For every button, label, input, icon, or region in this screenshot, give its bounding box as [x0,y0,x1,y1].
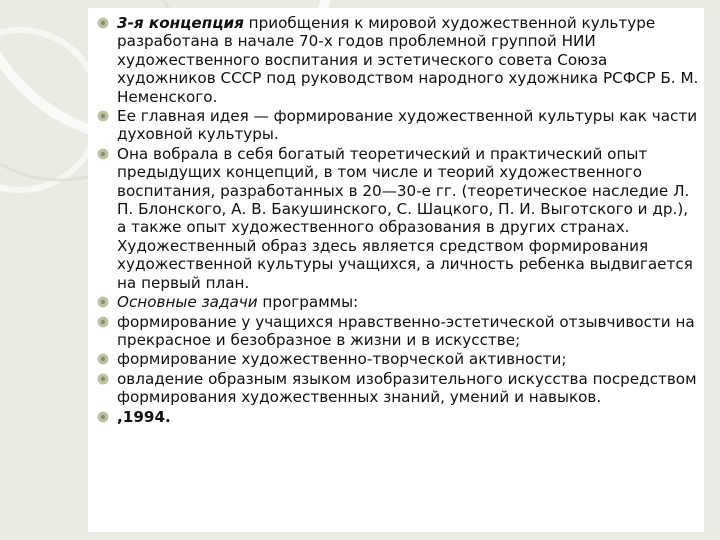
bullet-lead: 3-я концепция [117,14,244,32]
bullet-text: программы: [257,293,359,312]
bullet-item [96,293,702,311]
bullet-lead: Основные задачи [117,293,258,312]
bullet-icon [97,17,109,29]
bullet-text: формирование у учащихся нравственно-эстетической отзывчивости на прекрасное и безобразное в жизни и в искусстве; [117,312,695,349]
bullet-item [96,350,702,368]
bullet-item [96,408,702,426]
bullet-lead: ,1994. [117,407,171,426]
bullet-list [96,14,702,427]
bullet-icon [97,353,109,365]
bullet-item [96,107,702,144]
bullet-icon [97,296,109,308]
bullet-text: овладение образным языком изобразительного искусства посредством формирования художественных знаний, умений и навыков. [117,369,697,407]
bullet-icon [97,110,109,122]
bullet-text: формирование художественно-творческой активности; [117,350,567,369]
bullet-item [96,145,702,292]
bullet-icon [97,411,109,423]
bullet-item [96,370,702,407]
bullet-text: приобщения к мировой художественной культуре разработана в начале 70-х годов проблемной группой НИИ художественного воспитания и эстетического совета Союза художников СССР под руководством народного художника РСФСР Б. М. Неменского. [117,14,699,106]
bullet-item [96,313,702,350]
bullet-item [96,14,702,106]
bullet-icon [97,316,109,328]
bullet-icon [97,148,109,160]
bullet-icon [97,373,109,385]
bullet-text: Она вобрала в себя богатый теоретический и практический опыт предыдущих концепций, в том числе и теорий художественного воспитания, разработанных в 20—30-е гг. (теоретическое наследие Л. П. Блонского, А. В. Бакушинского, С. Шацкого, П. И. Выготского и др.), а также опыт художественного образования в других странах. Художественный образ здесь является средством формирования художественной культуры учащихся, а личность ребенка выдвигается на первый план. [117,144,693,292]
bullet-text: Ее главная идея — формирование художественной культуры как части духовной культуры. [117,107,698,144]
